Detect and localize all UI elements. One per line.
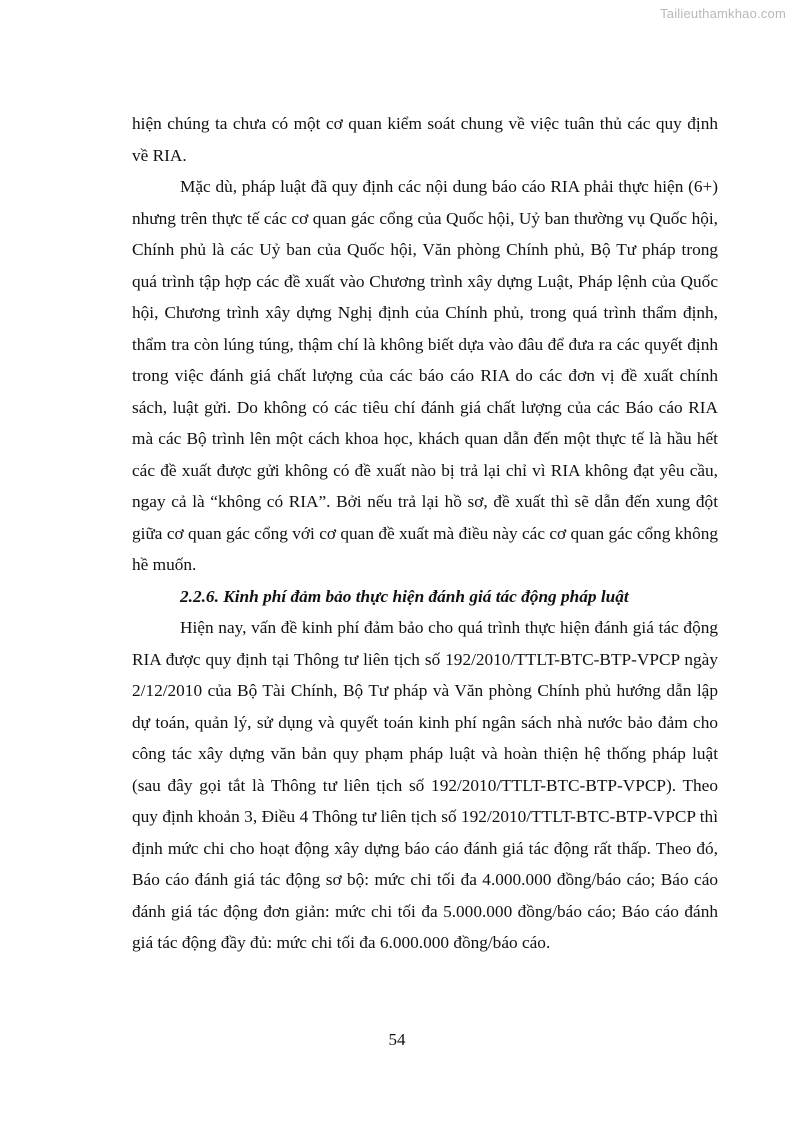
page-number: 54 [388,1030,406,1049]
document-body [132,108,718,959]
section-heading: 2.2.6. Kinh phí đảm bảo thực hiện đánh giá tác động pháp luật [180,586,629,606]
paragraph-continuation: hiện chúng ta chưa có một cơ quan kiểm soát chung về việc tuân thủ các quy định về RIA. [132,114,718,165]
paragraph-ria-review: Mặc dù, pháp luật đã quy định các nội dung báo cáo RIA phải thực hiện (6+) nhưng trên thực tế các cơ quan gác cổng của Quốc hội, Uỷ ban thường vụ Quốc hội, Chính phủ là các Uỷ ban của Quốc hội, Văn phòng Chính phủ, Bộ Tư pháp trong quá trình tập hợp các đề xuất vào Chương trình xây dựng Luật, Pháp lệnh của Quốc hội, Chương trình xây dựng Nghị định của Chính phủ, trong quá trình thẩm định, thẩm tra còn lúng túng, thậm chí là không biết dựa vào đâu để đưa ra các quyết định trong việc đánh giá chất lượng của các báo cáo RIA do các đơn vị đề xuất chính sách, luật gửi. Do không có các tiêu chí đánh giá chất lượng của các Báo cáo RIA mà các Bộ trình lên một cách khoa học, khách quan dẫn đến một thực tế là hầu hết các đề xuất được gửi không có đề xuất nào bị trả lại chỉ vì RIA không đạt yêu cầu, ngay cả là “không có RIA”. Bởi nếu trả lại hồ sơ, đề xuất thì sẽ dẫn đến xung đột giữa cơ quan gác cổng với cơ quan đề xuất mà điều này các cơ quan gác cổng không hề muốn. [132,177,718,574]
watermark-text: Tailieuthamkhao.com [660,6,786,21]
paragraph-funding: Hiện nay, vấn đề kinh phí đảm bảo cho quá trình thực hiện đánh giá tác động RIA được quy định tại Thông tư liên tịch số 192/2010/TTLT-BTC-BTP-VPCP ngày 2/12/2010 của Bộ Tài Chính, Bộ Tư pháp và Văn phòng Chính phủ hướng dẫn lập dự toán, quản lý, sử dụng và quyết toán kinh phí ngân sách nhà nước bảo đảm cho công tác xây dựng văn bản quy phạm pháp luật và hoàn thiện hệ thống pháp luật (sau đây gọi tắt là Thông tư liên tịch số 192/2010/TTLT-BTC-BTP-VPCP). Theo quy định khoản 3, Điều 4 Thông tư liên tịch số 192/2010/TTLT-BTC-BTP-VPCP thì định mức chi cho hoạt động xây dựng báo cáo đánh giá tác động rất thấp. Theo đó, Báo cáo đánh giá tác động sơ bộ: mức chi tối đa 4.000.000 đồng/báo cáo; Báo cáo đánh giá tác động đơn giản: mức chi tối đa 5.000.000 đồng/báo cáo; Báo cáo đánh giá tác động đầy đủ: mức chi tối đa 6.000.000 đồng/báo cáo. [132,618,718,952]
